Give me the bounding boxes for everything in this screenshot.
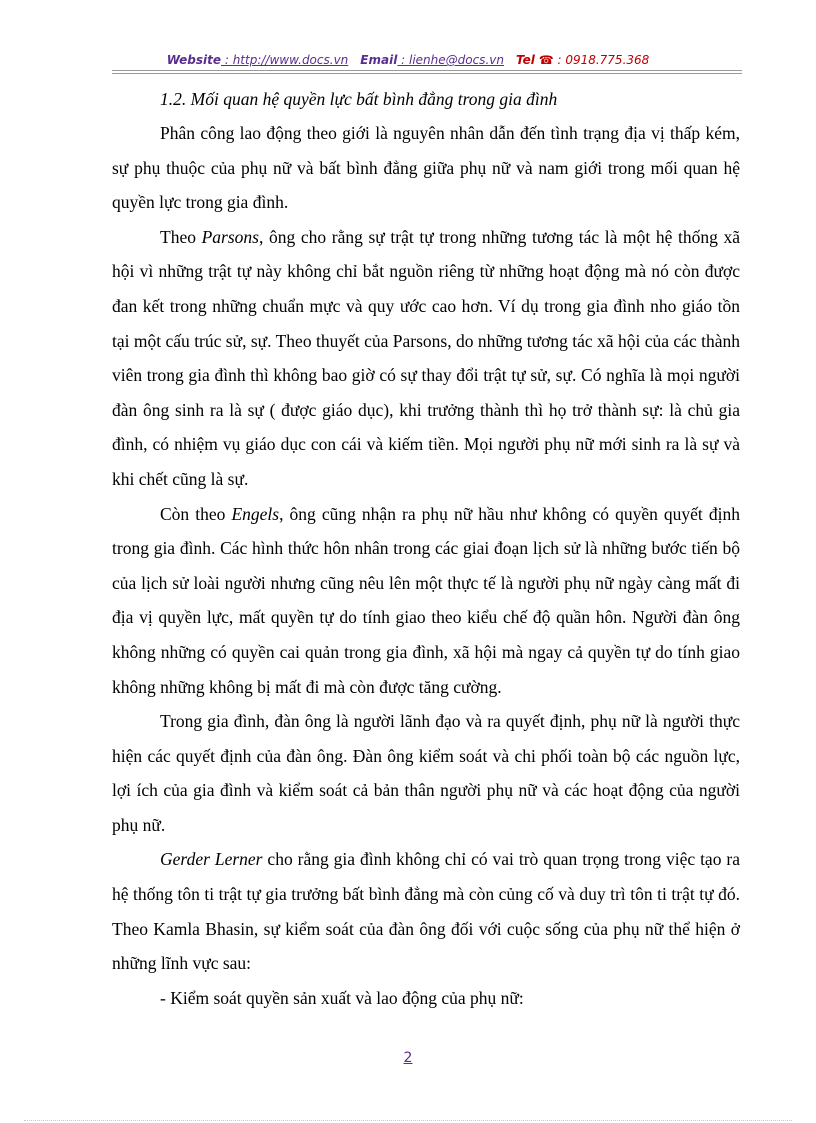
p2-text-b: , ông cho rằng sự trật tự trong những tương tác là một hệ thống xã hội vì những trật tự này không chỉ bắt nguồn riêng từ những hoạt động mà nó còn được đan kết trong những chuẩn mực và quy ước cao hơn. Ví dụ trong gia đình nho giáo tồn tại một cấu trúc sử, sự. Theo thuyết của Parsons, do những tương tác xã hội của các thành viên trong gia đình thì không bao giờ có sự thay đổi trật tự sử, sự. Có nghĩa là mọi người đàn ông sinh ra là sự ( được giáo dục), khi trưởng thành thì họ trở thành sự: là chủ gia đình, có nhiệm vụ giáo dục con cái và kiếm tiền. Mọi người phụ nữ mới sinh ra là sự và khi chết cũng là sự. [112, 226, 740, 489]
paragraph-1: Phân công lao động theo giới là nguyên nhân dẫn đến tình trạng địa vị thấp kém, sự phụ thuộc của phụ nữ và bất bình đẳng giữa phụ nữ và nam giới trong mối quan hệ quyền lực trong gia đình. [112, 123, 740, 213]
paragraph-2 [112, 220, 740, 497]
p5-text-b: cho rằng gia đình không chỉ có vai trò quan trọng trong việc tạo ra hệ thống tôn ti trật tự gia trưởng bất bình đẳng mà còn củng cố và duy trì tôn ti trật tự đó. Theo Kamla Bhasin, sự kiểm soát của đàn ông đối với cuộc sống của phụ nữ thể hiện ở những lĩnh vực sau: [112, 849, 740, 974]
page-number: 2 [403, 1050, 413, 1066]
engels-name: Engels [231, 503, 280, 524]
website-sep: : [221, 53, 233, 67]
bullet-item-1: - Kiểm soát quyền sản xuất và lao động của phụ nữ: [160, 987, 524, 1008]
p3-text-b: , ông cũng nhận ra phụ nữ hầu như không có quyền quyết định trong gia đình. Các hình thức hôn nhân trong các giai đoạn lịch sử là những bước tiến bộ của lịch sử loài người nhưng cũng nêu lên một thực tế là người phụ nữ ngày càng mất đi địa vị quyền lực, mất quyền tự do tính giao theo kiểu chế độ quần hôn. Người đàn ông không những có quyền cai quản trong gia đình, xã hội mà ngay cả quyền tự do tính giao không những không bị mất đi mà còn được tăng cường. [112, 503, 740, 697]
document-body [112, 82, 740, 1015]
lerner-name: Gerder Lerner [160, 849, 263, 870]
paragraph-5 [112, 842, 740, 980]
tel-sep: : [553, 53, 566, 67]
section-heading: 1.2. Mối quan hệ quyền lực bất bình đẳng trong gia đình [160, 89, 558, 109]
header-rule-bottom [112, 73, 742, 74]
p2-text-a: Theo [160, 226, 202, 247]
email-sep: : [397, 53, 409, 67]
phone-icon: ☎ [538, 53, 554, 67]
email-label: Email [360, 53, 398, 67]
parsons-name: Parsons [201, 226, 259, 247]
tel-value: 0918.775.368 [565, 53, 650, 67]
page-header [0, 51, 816, 69]
email-link[interactable]: lienhe@docs.vn [408, 53, 504, 67]
tel-label: Tel [515, 53, 535, 67]
page-bottom-border [24, 1120, 792, 1121]
website-label: Website [166, 53, 222, 67]
paragraph-4: Trong gia đình, đàn ông là người lãnh đạo và ra quyết định, phụ nữ là người thực hiện các quyết định của đàn ông. Đàn ông kiểm soát và chi phối toàn bộ các nguồn lực, lợi ích của gia đình và kiểm soát cả bản thân người phụ nữ và các hoạt động của người phụ nữ. [112, 711, 740, 835]
header-rule-top [112, 70, 742, 71]
website-link[interactable]: http://www.docs.vn [232, 53, 349, 67]
p3-text-a: Còn theo [160, 503, 232, 524]
paragraph-3 [112, 497, 740, 705]
